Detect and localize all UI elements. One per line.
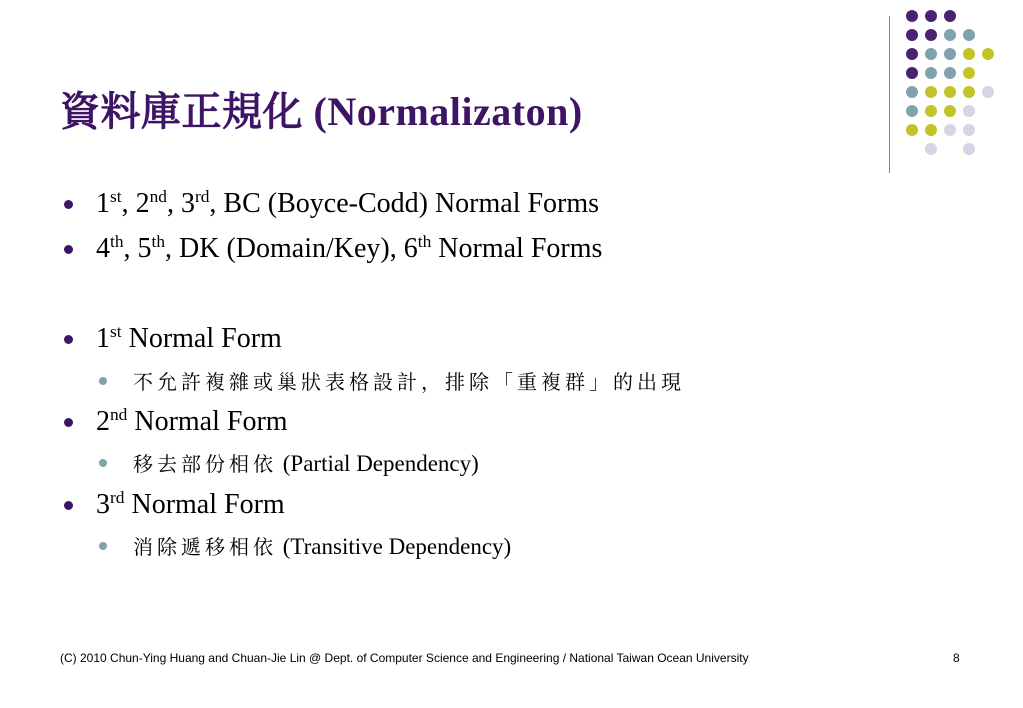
bullet-icon <box>64 418 73 427</box>
decorative-dot <box>906 48 918 60</box>
decorative-dot <box>944 105 956 117</box>
decorative-dot <box>944 48 956 60</box>
decorative-dot <box>963 86 975 98</box>
decorative-dot <box>925 29 937 41</box>
decorative-dot <box>963 29 975 41</box>
decorative-dot <box>963 67 975 79</box>
decorative-dot <box>982 86 994 98</box>
bullet-text: 1st Normal Form <box>96 322 282 354</box>
decorative-dot <box>944 10 956 22</box>
decorative-dot <box>963 48 975 60</box>
decorative-dot <box>944 124 956 136</box>
decorative-dot <box>925 105 937 117</box>
decorative-dot <box>906 86 918 98</box>
decorative-dot <box>925 143 937 155</box>
decorative-dot <box>963 143 975 155</box>
bullet-icon <box>64 200 73 209</box>
decorative-dot <box>925 10 937 22</box>
bullet-text: 1st, 2nd, 3rd, BC (Boyce-Codd) Normal Forms <box>96 187 600 219</box>
slide-title: 資料庫正規化 (Normalizaton) <box>60 89 583 134</box>
bullet-icon <box>64 335 73 344</box>
decorative-dot <box>944 29 956 41</box>
decorative-dot <box>944 67 956 79</box>
sub-bullet-icon <box>99 459 107 467</box>
sub-bullet-icon <box>99 377 107 385</box>
decorative-dot <box>906 105 918 117</box>
decorative-dot <box>906 67 918 79</box>
decorative-dot <box>925 67 937 79</box>
bullet-text: 4th, 5th, DK (Domain/Key), 6th Normal Forms <box>96 232 603 264</box>
decorative-dot <box>906 29 918 41</box>
decorative-dot <box>925 48 937 60</box>
bullet-icon <box>64 501 73 510</box>
page-number: 8 <box>953 651 960 665</box>
decorative-dot <box>963 105 975 117</box>
decorative-dot <box>906 124 918 136</box>
decorative-dot <box>925 86 937 98</box>
decorative-dot <box>925 124 937 136</box>
sub-bullet-text: 消除遞移相依 (Transitive Dependency) <box>133 534 512 559</box>
bullet-text: 2nd Normal Form <box>96 405 288 437</box>
decorative-dot-grid <box>906 10 1016 160</box>
bullet-text: 3rd Normal Form <box>96 488 285 520</box>
decorative-dot <box>963 124 975 136</box>
decorative-dot <box>982 48 994 60</box>
footer-copyright: (C) 2010 Chun-Ying Huang and Chuan-Jie Lin @ Dept. of Computer Science and Engineering / National Taiwan Ocean University <box>60 651 749 665</box>
sub-bullet-text: 移去部份相依 (Partial Dependency) <box>133 451 479 476</box>
divider-line <box>889 16 890 173</box>
bullet-icon <box>64 245 73 254</box>
decorative-dot <box>906 10 918 22</box>
sub-bullet-text: 不允許複雜或巢狀表格設計，排除「重複群」的出現 <box>133 370 685 394</box>
decorative-dot <box>944 86 956 98</box>
sub-bullet-icon <box>99 542 107 550</box>
